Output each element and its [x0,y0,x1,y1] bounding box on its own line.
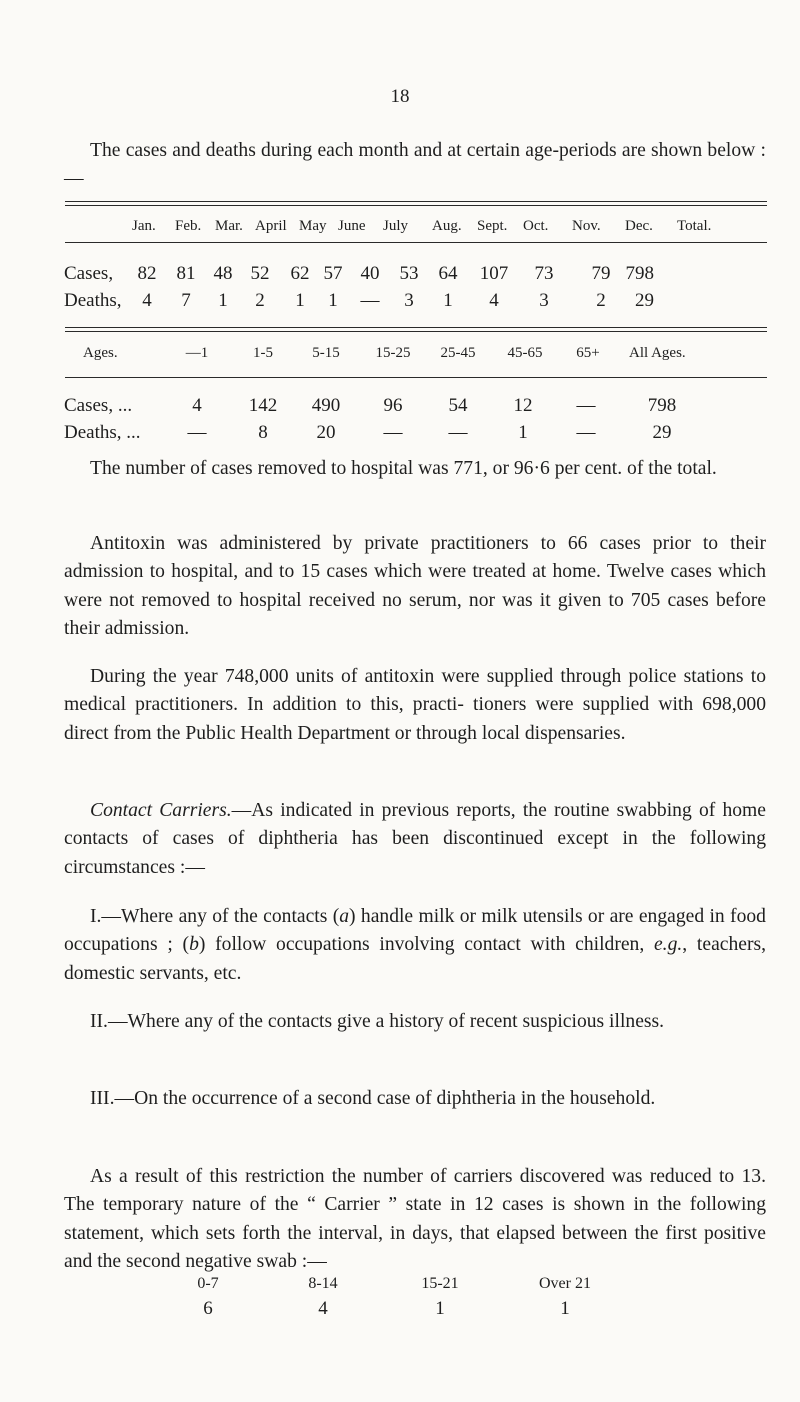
item-3: III.—On the occurrence of a second case of diphtheria in the household. [90,1088,656,1109]
table-cell: 4 [318,1298,328,1319]
col-header: Jan. [132,218,156,234]
col-header: 15-25 [375,345,411,361]
col-header: Oct. [523,218,549,234]
table-cell: 798 [625,263,654,284]
col-header: 65+ [576,345,600,361]
table-cell: 798 [647,395,677,416]
table-cell: 3 [404,290,414,311]
table-cell: 73 [534,263,554,284]
page-number: 18 [390,86,410,107]
table-cell: 8 [258,422,268,443]
table-cell: 62 [290,263,310,284]
table-rule [65,331,767,332]
row-label: Cases, [64,263,114,284]
col-header: Nov. [572,218,601,234]
table-cell: 40 [360,263,380,284]
col-header: Dec. [625,218,653,234]
row-label: Cases, ... [64,395,133,416]
table-cell: 1 [295,290,305,311]
table-cell: 57 [323,263,343,284]
col-header: Sept. [477,218,508,234]
col-header: All Ages. [629,345,686,361]
contact-carriers-text: —As indicated in previous reports, the routine swabbing of home contacts of cases of diphtheria has been discontinued except in the following circumstances :— [64,800,766,878]
contact-carriers-paragraph [64,797,766,882]
supply-paragraph: During the year 748,000 units of antitoxin were supplied through police stations to medical practitioners. In addition to this, practi- tioners were supplied with 698,000 direct from the Public Health Department or through local dispensaries. [64,666,766,744]
contact-carriers-heading: Contact Carriers. [90,800,232,821]
table-cell: 2 [596,290,606,311]
table-cell: 142 [248,395,278,416]
col-header: 0-7 [197,1275,219,1292]
antitoxin-paragraph: Antitoxin was administered by private practitioners to 66 cases prior to their admission to hospital, and to 15 cases which were treated at home. Twelve cases which were not removed to hospital received no serum, nor was it given to 705 cases before their admission. [64,533,766,640]
table-cell: 2 [255,290,265,311]
col-header: 25-45 [440,345,476,361]
table-cell: 1 [443,290,453,311]
table-cell: 20 [316,422,336,443]
row-label: Deaths, [64,290,122,311]
table-cell: 54 [448,395,468,416]
col-header: July [383,218,409,234]
item-2: II.—Where any of the contacts give a history of recent suspicious illness. [90,1011,665,1032]
table-cell: 1 [435,1298,445,1319]
table-cell: 52 [250,263,270,284]
col-header: Total. [677,218,712,234]
table-cell: — [576,395,596,416]
col-header: June [338,218,366,234]
table-rule [65,201,767,202]
col-header: May [299,218,327,234]
table-cell: 12 [513,395,533,416]
col-header: 5-15 [312,345,340,361]
table-rule [65,205,767,206]
col-header: 1-5 [253,345,273,361]
table-cell: — [360,290,380,311]
table-cell: — [383,422,403,443]
table-cell: 96 [383,395,403,416]
table-cell: 7 [181,290,191,311]
table-cell: 29 [652,422,672,443]
table-cell: 6 [203,1298,213,1319]
col-header: Ages. [83,345,118,361]
table-cell: 4 [142,290,152,311]
table-cell: 53 [399,263,419,284]
col-header: Mar. [215,218,243,234]
hospital-paragraph: The number of cases removed to hospital was 771, or 96·6 per cent. of the total. [90,458,717,479]
table-cell: — [576,422,596,443]
item-1: I.—Where any of the contacts (a) handle milk or milk utensils or are engaged in food occupations ; (b) follow occupations involving contact with children, e.g., teachers, domestic servants, etc. [64,906,767,984]
table-cell: 1 [218,290,228,311]
col-header: 45-65 [507,345,543,361]
table-cell: — [448,422,468,443]
table-cell: 490 [311,395,341,416]
table-cell: — [187,422,207,443]
col-header: April [255,218,287,234]
table-rule [65,327,767,328]
table-cell: 79 [591,263,611,284]
table-rule [65,242,767,243]
row-label: Deaths, ... [64,422,141,443]
col-header: —1 [185,345,209,361]
col-header: 8-14 [308,1275,338,1292]
col-header: 15-21 [421,1275,459,1292]
intro-paragraph: The cases and deaths during each month and at certain age-periods are shown below :— [64,140,766,190]
table-cell: 4 [192,395,202,416]
col-header: Over 21 [539,1275,591,1292]
table-cell: 64 [438,263,458,284]
table-cell: 29 [635,290,654,311]
col-header: Feb. [175,218,202,234]
table-cell: 81 [176,263,196,284]
col-header: Aug. [432,218,462,234]
table-cell: 107 [479,263,509,284]
table-cell: 48 [213,263,233,284]
result-paragraph: As a result of this restriction the number of carriers discovered was reduced to 13. The temporary nature of the “ Carrier ” state in 12 cases is shown in the following statement, which sets forth the interval, in days, that elapsed between the first positive and the second negative swab :— [64,1166,766,1273]
table-cell: 1 [518,422,528,443]
table-cell: 1 [328,290,338,311]
table-rule [65,377,767,378]
table-cell: 82 [137,263,157,284]
table-cell: 4 [489,290,499,311]
table-cell: 3 [539,290,549,311]
table-cell: 1 [560,1298,570,1319]
